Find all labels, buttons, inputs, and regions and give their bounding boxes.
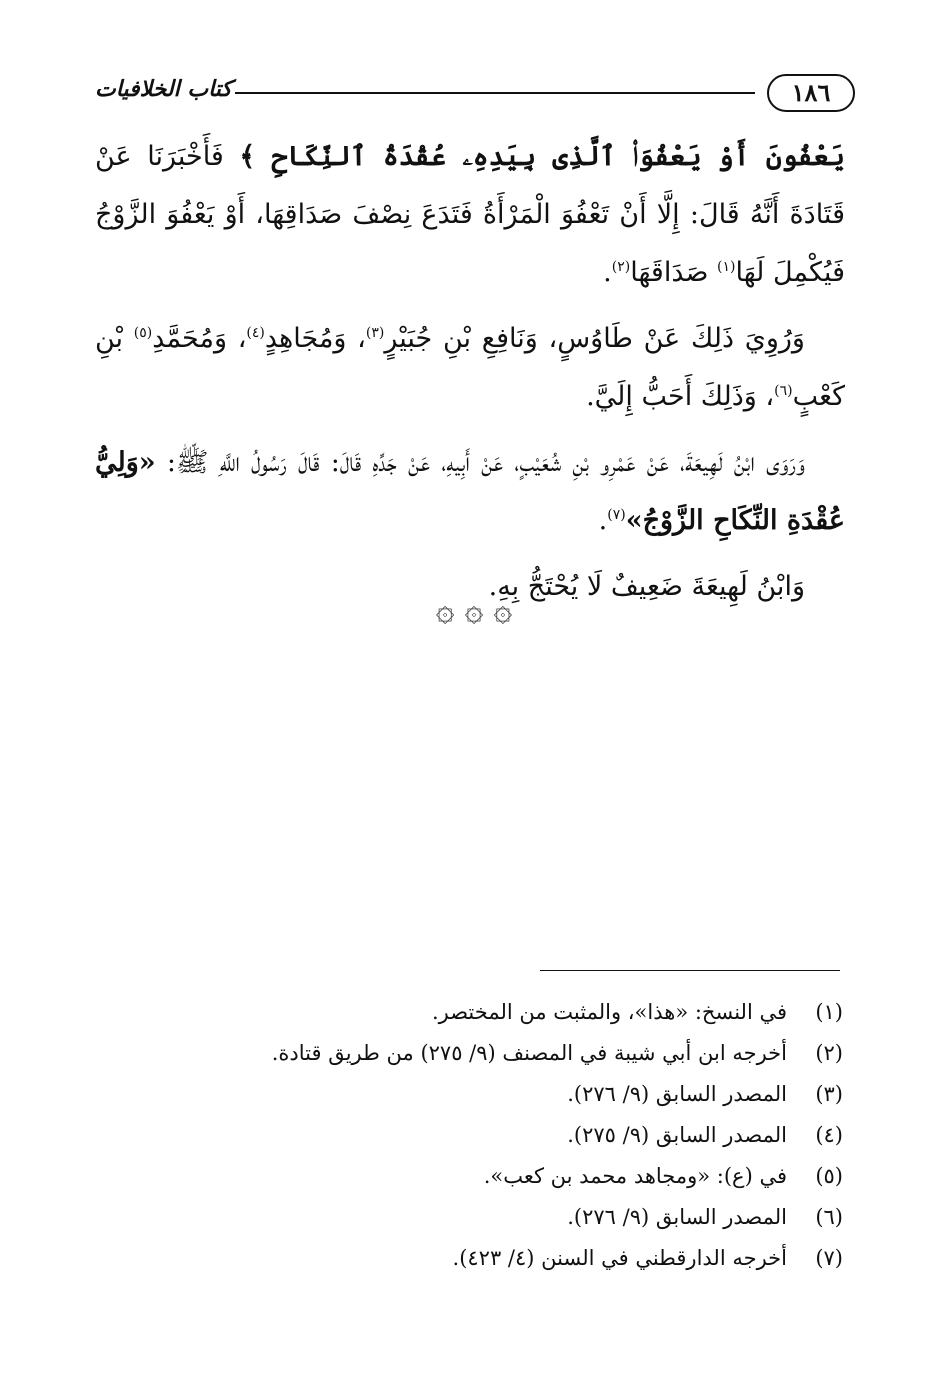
text: وَرُوِيَ ذَلِكَ عَنْ طَاوُسٍ، وَنَافِعِ بْنِ جُبَيْرٍ (384, 323, 805, 354)
text: فَأَخْبَرَنَا عَنْ قَتَادَةَ أَنَّهُ قَالَ: إِلَّا أَنْ تَعْفُوَ الْمَرْأَةُ فَتَدَعَ نِصْفَ صَدَاقِهَا، أَوْ يَعْفُوَ الزَّوْجُ فَيُكْمِلَ لَهَا (95, 141, 845, 288)
footnote-ref: (٢) (611, 259, 631, 275)
footnote-ref: (٥) (133, 325, 153, 341)
footnote-number: (٥) (815, 1164, 843, 1188)
hadith-quote: «وَلِيُّ عُقْدَةِ النِّكَاحِ الزَّوْجُ» (95, 447, 845, 536)
footnote (103, 1197, 843, 1238)
footnote (103, 1115, 843, 1156)
footnote (103, 1033, 843, 1074)
paragraph-2 (95, 310, 845, 426)
footnote-ref: (٧) (607, 507, 626, 523)
text: ، وَذَلِكَ أَحَبُّ إِلَيَّ. (586, 381, 775, 412)
footnote-text: المصدر السابق (٩/ ٢٧٦). (567, 1205, 787, 1229)
footnote-text: في (ع): «ومجاهد محمد بن كعب». (483, 1164, 787, 1188)
footnote-number: (٦) (815, 1205, 843, 1229)
footnote-text: أخرجه الدارقطني في السنن (٤/ ٤٢٣). (452, 1246, 787, 1270)
paragraph-3 (95, 434, 845, 550)
text: ، وَمُحَمَّدِ (152, 323, 247, 354)
text: وَرَوَى ابْنُ لَهِيعَةَ، عَنْ عَمْرِو بْنِ شُعَيْبٍ، عَنْ أَبِيهِ، عَنْ جَدِّهِ قَالَ: قَالَ رَسُولُ اللَّهِ ﷺ: (166, 447, 805, 478)
book-title: كتاب الخلافيات (95, 76, 232, 102)
text: بْنِ كَعْبٍ (95, 323, 845, 412)
footnote-text: المصدر السابق (٩/ ٢٧٦). (567, 1082, 787, 1106)
footnote (103, 992, 843, 1033)
footnote-number: (٣) (815, 1082, 843, 1106)
main-text (95, 128, 845, 624)
text: . (598, 505, 608, 536)
footnote-number: (٤) (815, 1123, 843, 1147)
footnote (103, 1074, 843, 1115)
footnote-text: أخرجه ابن أبي شيبة في المصنف (٩/ ٢٧٥) من طريق قتادة. (271, 1041, 787, 1065)
paragraph-4: وَابْنُ لَهِيعَةَ ضَعِيفٌ لَا يُحْتَجُّ بِهِ. (488, 571, 805, 602)
footnote-text: في النسخ: «هذا»، والمثبت من المختصر. (431, 1000, 787, 1024)
quran-verse: يَعْفُونَ أَوْ يَعْفُوَا۟ ٱلَّذِى بِيَدِهِۦ عُقْدَةُ ٱلنِّكَاحِ ﴾ (239, 141, 845, 172)
text: ، وَمُجَاهِدٍ (264, 323, 366, 354)
footnote-separator (540, 970, 840, 971)
footnote-ref: (٣) (365, 325, 385, 341)
footnote-number: (٢) (815, 1041, 843, 1065)
paragraph-1 (95, 128, 845, 302)
footnote-ref: (١) (717, 259, 736, 275)
text: . (603, 257, 612, 288)
footnote (103, 1156, 843, 1197)
footnote (103, 1238, 843, 1279)
page-header (95, 70, 855, 116)
text: صَدَاقَهَا (630, 257, 709, 288)
page-number: ١٨٦ (767, 74, 855, 112)
footnote-number: (٧) (815, 1246, 843, 1270)
footnote-ref: (٤) (246, 325, 265, 341)
footnotes (103, 992, 843, 1279)
footnote-ref: (٦) (774, 383, 793, 399)
footnote-number: (١) (815, 1000, 843, 1024)
footnote-text: المصدر السابق (٩/ ٢٧٥). (567, 1123, 787, 1147)
header-rule (235, 92, 755, 94)
ornament-divider: ۞ ۞ ۞ (435, 590, 513, 628)
